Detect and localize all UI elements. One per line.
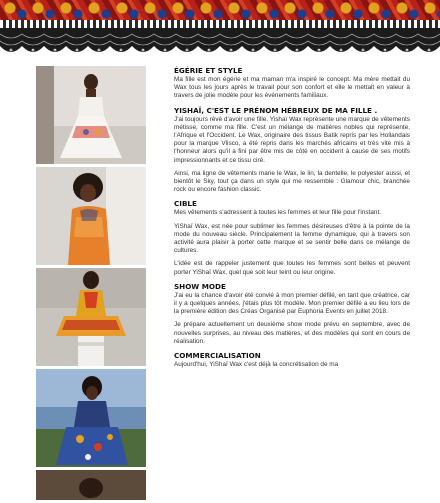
section-title: SHOW MODE: [174, 281, 226, 291]
paragraph: Ainsi, ma ligne de vêtements marie le Wax, le lin, la dentelle, le polyester aussi, et bientôt le Sky, tout ça dans un style qui me ressemble : Glamour chic, branchée rock ou encore fashion classic.: [174, 169, 410, 194]
lace-border: [0, 28, 440, 58]
photo-white-dress: [36, 66, 146, 164]
paragraph: J'ai eu la chance d'avoir été convié à mon premier défilé, en tant que créatrice, car il y a quelques années, j'étais plus tôt modèle. Mon premier défilé a eu lieu lors de la première édition des Créas Organisé par Euphoria Events en juillet 2018.: [174, 291, 410, 316]
paragraph: L'idée est de rappeler justement que toutes les femmes sont belles et peuvent porter YiShaï Wax, quel que soit leur teint ou leur origine.: [174, 260, 410, 276]
section-cible: [174, 199, 410, 276]
article-text: [174, 66, 410, 374]
paragraph: Mes vêtements s'adressent à toutes les femmes et leur fille pour l'instant.: [174, 209, 382, 217]
section-title: COMMERCIALISATION: [174, 351, 261, 361]
section-egerie: [174, 66, 410, 101]
photo-wax-peplum: [36, 268, 146, 366]
photo-bottom: [36, 470, 146, 500]
section-title: CIBLE: [174, 199, 197, 209]
section-commercialisation: [174, 351, 410, 369]
photo-orange-top: [36, 167, 146, 265]
section-yishai: [174, 106, 410, 195]
paragraph: J'ai toujours rêvé d'avoir une fille. Yishaï Wax représente une marque de vêtements métisse, comme ma fille. C'est un mélange de matières nobles qui représente, l'Afrique et l'Occident. Le Wax, originaire des tissus Batik repris par les Hollandais pour la marque Vlisco, a été repris dans les marchés africains et très vite mis à l'honneur alors qu'il a fini par être mis de côté en occident à cause de ses motifs impressionnants et ce tissu ciré.: [174, 115, 410, 164]
paragraph: Aujourd'hui, YiShaï Wax c'est déjà la concrétisation de ma: [174, 361, 339, 369]
section-title: YISHAÏ, C'EST LE PRÉNOM HÉBREUX DE MA FILLE .: [174, 105, 378, 115]
photo-blue-outdoor: [36, 369, 146, 467]
section-show-mode: [174, 282, 410, 346]
section-title: ÉGÉRIE ET STYLE: [174, 66, 243, 75]
paragraph: Je prépare actuellement un deuxième show mode prévu en septembre, avec de nouvelles surprises, au niveau des matières, et des modèles qui sont en cours de réalisation.: [174, 321, 410, 345]
wax-print-banner: [0, 0, 440, 28]
paragraph: Ma fille est mon égérie et ma maman m'a inspiré le concept. Ma mère mettait du Wax tous les jours après le travail pour son confort et elle le mettait en valeur à travers de jolie modèle pour les événements familiaux.: [174, 76, 410, 100]
paragraph: YiShaï Wax, est née pour sublimer les femmes désireuses d'être à la pointe de la mode du nouveau siècle. Principalement la femme dynamique, qui à travers son activité aura plaisir à porter cette marque et se sentir belle dans ce mélange de cultures.: [174, 222, 410, 255]
content-panel: [24, 56, 416, 440]
photo-column: [36, 66, 148, 503]
